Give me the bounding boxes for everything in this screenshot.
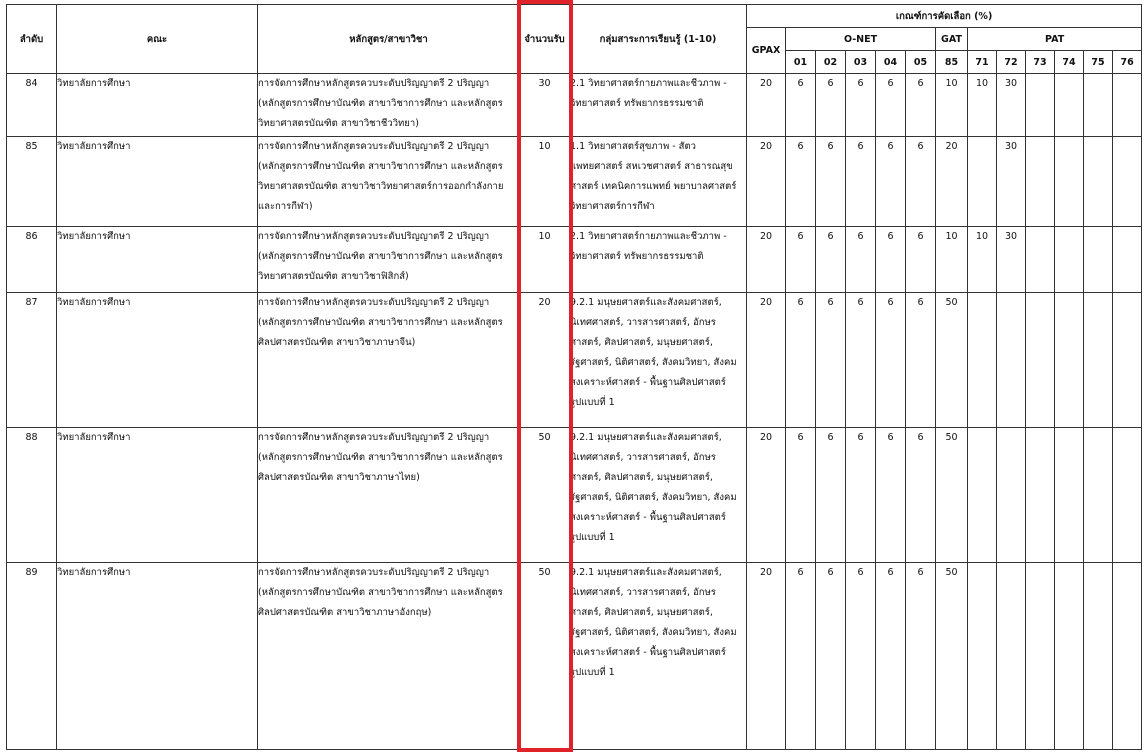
row-onet-1: 6 [786,137,816,227]
row-pat-75 [1084,227,1113,293]
row-pat-76 [1113,428,1142,563]
row-onet-2: 6 [816,227,846,293]
row-faculty: วิทยาลัยการศึกษา [57,293,258,428]
header-pat-75: 75 [1084,51,1113,74]
row-faculty: วิทยาลัยการศึกษา [57,227,258,293]
table-row [7,137,1142,227]
header-faculty: คณะ [57,5,258,74]
row-gpax: 20 [747,74,786,137]
row-pat-75 [1084,74,1113,137]
row-gat: 10 [936,227,968,293]
row-program-line: ศิลปศาสตรบัณฑิต สาขาวิชาภาษาจีน) [258,337,416,348]
row-learning-group-line: ศาสตร์, ศิลปศาสตร์, มนุษยศาสตร์, [570,472,713,483]
row-learning-group [570,428,747,563]
row-learning-group [570,227,747,293]
header-pat-71: 71 [968,51,997,74]
row-learning-group-line: รูปแบบที่ 1 [570,532,615,543]
row-onet-5: 6 [906,428,936,563]
row-faculty: วิทยาลัยการศึกษา [57,74,258,137]
admission-table-wrapper [6,4,1142,750]
header-gat: GAT [936,28,968,51]
row-pat-75 [1084,428,1113,563]
row-program-line: การจัดการศึกษาหลักสูตรควบระดับปริญญาตรี 2 ปริญญา [258,432,490,443]
header-onet-05: 05 [906,51,936,74]
row-pat-76 [1113,293,1142,428]
row-pat-72: 30 [997,227,1026,293]
row-onet-4: 6 [876,428,906,563]
row-onet-3: 6 [846,74,876,137]
row-learning-group-line: วิทยาศาสตร์ ทรัพยากรธรรมชาติ [570,251,704,262]
row-seats: 50 [520,428,570,563]
row-gpax: 20 [747,227,786,293]
row-onet-1: 6 [786,227,816,293]
header-onet-04: 04 [876,51,906,74]
row-learning-group-line: รูปแบบที่ 1 [570,397,615,408]
row-order: 86 [7,227,57,293]
row-onet-4: 6 [876,563,906,750]
row-learning-group [570,563,747,750]
row-program-line: การจัดการศึกษาหลักสูตรควบระดับปริญญาตรี 2 ปริญญา [258,141,490,152]
row-learning-group [570,74,747,137]
row-onet-3: 6 [846,563,876,750]
row-pat-71 [968,293,997,428]
header-onet-03: 03 [846,51,876,74]
row-pat-76 [1113,563,1142,750]
row-program-line: (หลักสูตรการศึกษาบัณฑิต สาขาวิชาการศึกษา และหลักสูตร [258,317,503,328]
row-onet-3: 6 [846,227,876,293]
header-gat-85: 85 [936,51,968,74]
row-program [258,137,520,227]
row-pat-76 [1113,227,1142,293]
row-program-line: การจัดการศึกษาหลักสูตรควบระดับปริญญาตรี 2 ปริญญา [258,231,490,242]
header-seats: จำนวนรับ [520,5,570,74]
row-onet-3: 6 [846,137,876,227]
row-pat-71: 10 [968,74,997,137]
row-program-line: (หลักสูตรการศึกษาบัณฑิต สาขาวิชาการศึกษา และหลักสูตร [258,98,503,109]
row-gat: 10 [936,74,968,137]
row-gpax: 20 [747,137,786,227]
row-learning-group-line: สงเคราะห์ศาสตร์ - พื้นฐานศิลปศาสตร์ [570,377,726,388]
row-program [258,227,520,293]
row-learning-group-line: 2.1 วิทยาศาสตร์กายภาพและชีวภาพ - [570,78,727,89]
row-learning-group-line: 9.2.1 มนุษยศาสตร์และสังคมศาสตร์, [570,432,722,443]
row-learning-group-line: แพทยศาสตร์ สหเวชศาสตร์ สาธารณสุข [570,161,733,172]
row-program [258,74,520,137]
row-program-line: การจัดการศึกษาหลักสูตรควบระดับปริญญาตรี 2 ปริญญา [258,567,490,578]
row-pat-74 [1055,74,1084,137]
row-learning-group-line: นิเทศศาสตร์, วารสารศาสตร์, อักษร [570,317,716,328]
row-pat-75 [1084,137,1113,227]
row-onet-1: 6 [786,74,816,137]
row-order: 84 [7,74,57,137]
row-onet-2: 6 [816,74,846,137]
row-seats: 20 [520,293,570,428]
row-order: 85 [7,137,57,227]
row-seats: 50 [520,563,570,750]
row-order: 88 [7,428,57,563]
row-gat: 50 [936,293,968,428]
row-seats: 30 [520,74,570,137]
row-program [258,293,520,428]
row-learning-group-line: 9.2.1 มนุษยศาสตร์และสังคมศาสตร์, [570,567,722,578]
row-program-line: ศิลปศาสตรบัณฑิต สาขาวิชาภาษาไทย) [258,472,420,483]
header-criteria: เกณฑ์การคัดเลือก (%) [747,5,1142,28]
row-onet-4: 6 [876,293,906,428]
row-learning-group-line: รูปแบบที่ 1 [570,667,615,678]
row-learning-group-line: รัฐศาสตร์, นิติศาสตร์, สังคมวิทยา, สังคม [570,492,737,503]
row-pat-76 [1113,137,1142,227]
row-faculty: วิทยาลัยการศึกษา [57,428,258,563]
row-program-line: (หลักสูตรการศึกษาบัณฑิต สาขาวิชาการศึกษา และหลักสูตร [258,587,503,598]
row-learning-group-line: ศาสตร์, ศิลปศาสตร์, มนุษยศาสตร์, [570,337,713,348]
row-learning-group-line: นิเทศศาสตร์, วารสารศาสตร์, อักษร [570,452,716,463]
row-faculty: วิทยาลัยการศึกษา [57,137,258,227]
row-seats: 10 [520,137,570,227]
row-gat: 50 [936,428,968,563]
table-body [7,74,1142,750]
row-pat-71 [968,428,997,563]
row-learning-group-line: ศาสตร์ เทคนิคการแพทย์ พยาบาลศาสตร์ [570,181,737,192]
row-pat-72: 30 [997,137,1026,227]
row-onet-1: 6 [786,563,816,750]
row-onet-4: 6 [876,227,906,293]
table-row [7,293,1142,428]
row-pat-76 [1113,74,1142,137]
row-learning-group-line: 1.1 วิทยาศาสตร์สุขภาพ - สัตว [570,141,696,152]
table-row [7,563,1142,750]
table-row [7,227,1142,293]
row-learning-group [570,293,747,428]
header-pat-74: 74 [1055,51,1084,74]
row-order: 89 [7,563,57,750]
row-learning-group-line: วิทยาศาสตร์ ทรัพยากรธรรมชาติ [570,98,704,109]
row-faculty: วิทยาลัยการศึกษา [57,563,258,750]
row-learning-group-line: วิทยาศาสตร์การกีฬา [570,201,655,212]
row-onet-3: 6 [846,293,876,428]
row-pat-74 [1055,428,1084,563]
row-program-line: (หลักสูตรการศึกษาบัณฑิต สาขาวิชาการศึกษา และหลักสูตร [258,251,503,262]
header-learning-group: กลุ่มสาระการเรียนรู้ (1-10) [570,5,747,74]
row-learning-group-line: รัฐศาสตร์, นิติศาสตร์, สังคมวิทยา, สังคม [570,627,737,638]
row-program-line: (หลักสูตรการศึกษาบัณฑิต สาขาวิชาการศึกษา และหลักสูตร [258,161,503,172]
row-pat-74 [1055,563,1084,750]
row-learning-group-line: สงเคราะห์ศาสตร์ - พื้นฐานศิลปศาสตร์ [570,647,726,658]
row-pat-74 [1055,137,1084,227]
header-pat: PAT [968,28,1142,51]
row-order: 87 [7,293,57,428]
row-pat-72 [997,563,1026,750]
row-program-line: วิทยาศาสตรบัณฑิต สาขาวิชาฟิสิกส์) [258,271,409,282]
header-onet-02: 02 [816,51,846,74]
row-onet-5: 6 [906,227,936,293]
row-pat-72: 30 [997,74,1026,137]
row-onet-5: 6 [906,74,936,137]
table-row [7,428,1142,563]
header-pat-76: 76 [1113,51,1142,74]
header-gpax: GPAX [747,28,786,74]
row-learning-group [570,137,747,227]
table-row [7,74,1142,137]
row-onet-4: 6 [876,137,906,227]
row-program-line: การจัดการศึกษาหลักสูตรควบระดับปริญญาตรี 2 ปริญญา [258,78,490,89]
row-onet-2: 6 [816,428,846,563]
row-learning-group-line: รัฐศาสตร์, นิติศาสตร์, สังคมวิทยา, สังคม [570,357,737,368]
row-onet-2: 6 [816,137,846,227]
table-header [7,5,1142,74]
header-pat-72: 72 [997,51,1026,74]
row-onet-5: 6 [906,293,936,428]
row-pat-71 [968,137,997,227]
row-onet-5: 6 [906,137,936,227]
row-pat-75 [1084,563,1113,750]
header-onet-01: 01 [786,51,816,74]
row-learning-group-line: 2.1 วิทยาศาสตร์กายภาพและชีวภาพ - [570,231,727,242]
row-pat-73 [1026,137,1055,227]
row-gpax: 20 [747,428,786,563]
row-pat-73 [1026,563,1055,750]
admission-criteria-table [6,4,1142,750]
row-pat-72 [997,293,1026,428]
row-pat-73 [1026,293,1055,428]
row-program [258,563,520,750]
row-onet-2: 6 [816,293,846,428]
row-onet-3: 6 [846,428,876,563]
row-seats: 10 [520,227,570,293]
row-onet-1: 6 [786,428,816,563]
row-learning-group-line: สงเคราะห์ศาสตร์ - พื้นฐานศิลปศาสตร์ [570,512,726,523]
row-program-line: วิทยาศาสตรบัณฑิต สาขาวิชาชีววิทยา) [258,118,419,129]
row-program-line: และการกีฬา) [258,201,313,212]
row-onet-5: 6 [906,563,936,750]
row-program-line: ศิลปศาสตรบัณฑิต สาขาวิชาภาษาอังกฤษ) [258,607,432,618]
row-pat-73 [1026,74,1055,137]
row-gat: 20 [936,137,968,227]
row-pat-72 [997,428,1026,563]
row-pat-74 [1055,227,1084,293]
row-gpax: 20 [747,293,786,428]
row-learning-group-line: 9.2.1 มนุษยศาสตร์และสังคมศาสตร์, [570,297,722,308]
row-learning-group-line: นิเทศศาสตร์, วารสารศาสตร์, อักษร [570,587,716,598]
row-pat-74 [1055,293,1084,428]
row-pat-71: 10 [968,227,997,293]
row-pat-75 [1084,293,1113,428]
row-onet-1: 6 [786,293,816,428]
header-onet: O-NET [786,28,936,51]
header-pat-73: 73 [1026,51,1055,74]
row-gpax: 20 [747,563,786,750]
row-gat: 50 [936,563,968,750]
row-onet-4: 6 [876,74,906,137]
header-program: หลักสูตร/สาขาวิชา [258,5,520,74]
row-pat-73 [1026,428,1055,563]
row-learning-group-line: ศาสตร์, ศิลปศาสตร์, มนุษยศาสตร์, [570,607,713,618]
row-program-line: (หลักสูตรการศึกษาบัณฑิต สาขาวิชาการศึกษา และหลักสูตร [258,452,503,463]
header-order: ลำดับ [7,5,57,74]
row-program-line: การจัดการศึกษาหลักสูตรควบระดับปริญญาตรี 2 ปริญญา [258,297,490,308]
row-pat-73 [1026,227,1055,293]
row-program [258,428,520,563]
row-pat-71 [968,563,997,750]
row-program-line: วิทยาศาสตรบัณฑิต สาขาวิชาวิทยาศาสตร์การออกกำลังกาย [258,181,504,192]
row-onet-2: 6 [816,563,846,750]
